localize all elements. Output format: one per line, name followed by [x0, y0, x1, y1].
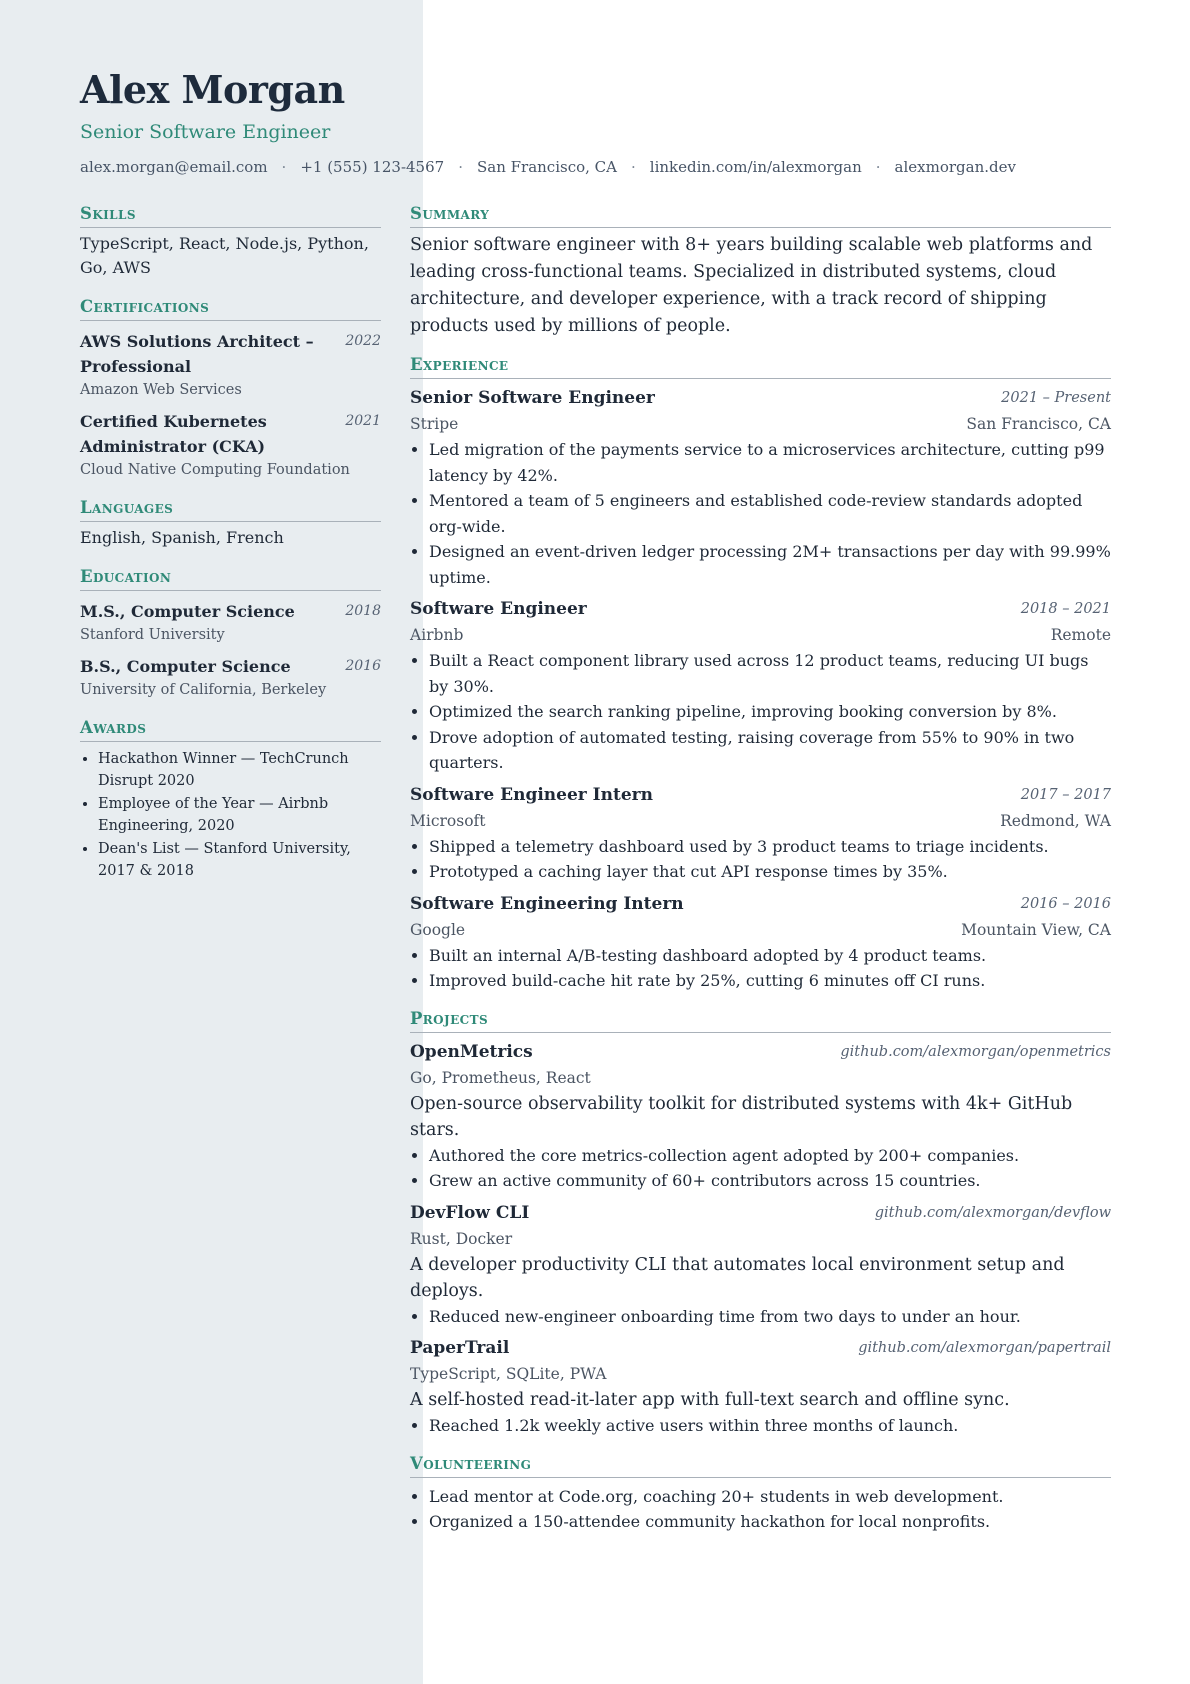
job-bullet: • Led migration of the payments service to a microservices architecture, cutting p99 latency by 42%. — [429, 437, 1111, 488]
education-school: Stanford University — [80, 627, 225, 643]
job-title: Software Engineering Intern — [410, 893, 684, 914]
job-title: Software Engineer Intern — [410, 784, 653, 805]
job-company: Airbnb — [410, 626, 464, 644]
sidebar-column — [80, 203, 381, 898]
job-title: Software Engineer — [410, 599, 587, 619]
section-title-summary: Summary — [410, 203, 1111, 228]
education-year: 2018 — [345, 603, 381, 619]
education-year: 2016 — [345, 658, 381, 674]
job-bullets — [410, 437, 1111, 590]
contact-separator: · — [458, 158, 463, 176]
project-bullets — [410, 1143, 1111, 1194]
job-entry — [410, 385, 1111, 590]
project-url[interactable]: github.com/alexmorgan/papertrail — [858, 1340, 1111, 1356]
project-entry — [410, 1039, 1111, 1194]
experience-section — [410, 354, 1111, 994]
project-url[interactable]: github.com/alexmorgan/devflow — [874, 1204, 1111, 1221]
languages-text: English, Spanish, French — [80, 528, 284, 547]
certification-year: 2021 — [345, 413, 381, 429]
languages-section — [80, 497, 381, 550]
certification-name: Certified Kubernetes Administrator (CKA) — [80, 412, 267, 456]
job-bullet: • Prototyped a caching layer that cut API response times by 35%. — [429, 859, 1111, 885]
job-dates: 2016 – 2016 — [1020, 895, 1111, 912]
certification-item — [80, 409, 381, 481]
job-bullet: • Built a React component library used across 12 product teams, reducing UI bugs by 30%. — [429, 648, 1111, 699]
education-degree: B.S., Computer Science — [80, 657, 291, 676]
job-location: Remote — [1050, 626, 1111, 644]
section-title-experience: Experience — [410, 354, 1111, 379]
project-stack: Rust, Docker — [410, 1229, 513, 1248]
section-title-volunteering: Volunteering — [410, 1453, 1111, 1478]
project-description: Open-source observability toolkit for distributed systems with 4k+ GitHub stars. — [410, 1093, 1073, 1140]
section-title-skills: Skills — [80, 203, 381, 228]
volunteering-item: • Organized a 150-attendee community hackathon for local nonprofits. — [429, 1509, 1111, 1535]
section-title-projects: Projects — [410, 1008, 1111, 1033]
resume-header — [80, 66, 1110, 177]
job-entry — [410, 782, 1111, 885]
award-item: • Dean's List — Stanford University, 2017 & 2018 — [98, 838, 381, 882]
contact-location: San Francisco, CA — [476, 158, 617, 176]
education-degree: M.S., Computer Science — [80, 602, 295, 621]
education-section — [80, 566, 381, 701]
education-item — [80, 654, 381, 701]
award-item: • Employee of the Year — Airbnb Engineering, 2020 — [98, 793, 381, 837]
candidate-name: Alex Morgan — [80, 67, 345, 112]
contact-separator: · — [875, 158, 881, 176]
project-description: A self-hosted read-it-later app with full-text search and offline sync. — [410, 1390, 1010, 1410]
volunteering-list — [410, 1484, 1111, 1535]
job-company: Google — [410, 920, 466, 939]
project-stack: TypeScript, SQLite, PWA — [410, 1365, 607, 1383]
certification-issuer: Cloud Native Computing Foundation — [80, 462, 350, 478]
project-bullets — [410, 1304, 1111, 1330]
volunteering-section — [410, 1453, 1111, 1535]
projects-section — [410, 1008, 1111, 1439]
project-url[interactable]: github.com/alexmorgan/openmetrics — [840, 1043, 1111, 1060]
contact-line — [80, 157, 1110, 177]
job-dates: 2018 – 2021 — [1020, 601, 1111, 617]
project-bullets — [410, 1413, 1111, 1439]
job-bullet: • Mentored a team of 5 engineers and established code-review standards adopted org-wide. — [429, 488, 1111, 539]
education-item — [80, 599, 381, 646]
certification-year: 2022 — [345, 333, 381, 349]
job-location: Mountain View, CA — [961, 920, 1111, 939]
certifications-section — [80, 296, 381, 481]
project-bullet: • Grew an active community of 60+ contributors across 15 countries. — [429, 1168, 1111, 1194]
section-title-certifications: Certifications — [80, 296, 381, 321]
awards-list — [80, 748, 381, 882]
job-title: Senior Software Engineer — [410, 388, 655, 408]
project-bullet: • Reduced new-engineer onboarding time from two days to under an hour. — [429, 1304, 1111, 1330]
contact-separator: · — [281, 158, 287, 176]
project-name: PaperTrail — [410, 1338, 510, 1358]
job-bullet: • Shipped a telemetry dashboard used by 3 product teams to triage incidents. — [429, 834, 1111, 860]
main-column — [410, 203, 1111, 1535]
project-bullet: • Authored the core metrics-collection agent adopted by 200+ companies. — [429, 1143, 1111, 1169]
project-entry — [410, 1200, 1111, 1330]
job-dates: 2017 – 2017 — [1020, 786, 1111, 803]
contact-linkedin[interactable]: linkedin.com/in/alexmorgan — [649, 158, 862, 176]
awards-section — [80, 717, 381, 882]
job-bullets — [410, 943, 1111, 994]
certification-issuer: Amazon Web Services — [80, 382, 242, 398]
contact-website[interactable]: alexmorgan.dev — [894, 158, 1016, 176]
section-title-languages: Languages — [80, 497, 381, 522]
job-bullets — [410, 834, 1111, 885]
certification-name: AWS Solutions Architect – Professional — [80, 332, 314, 376]
project-name: OpenMetrics — [410, 1041, 533, 1062]
contact-phone[interactable]: +1 (555) 123-4567 — [300, 158, 445, 176]
project-description: A developer productivity CLI that automates local environment setup and deploys. — [410, 1254, 1065, 1301]
job-dates: 2021 – Present — [1001, 390, 1111, 406]
job-bullet: • Optimized the search ranking pipeline, improving booking conversion by 8%. — [429, 699, 1111, 725]
job-bullet: • Designed an event-driven ledger processing 2M+ transactions per day with 99.99% uptime. — [429, 539, 1111, 590]
job-bullet: • Drove adoption of automated testing, raising coverage from 55% to 90% in two quarters. — [429, 725, 1111, 776]
candidate-role: Senior Software Engineer — [80, 121, 331, 143]
skills-text: TypeScript, React, Node.js, Python, Go, AWS — [80, 234, 369, 277]
project-name: DevFlow CLI — [410, 1202, 530, 1223]
skills-section — [80, 203, 381, 280]
volunteering-item: • Lead mentor at Code.org, coaching 20+ students in web development. — [429, 1484, 1111, 1510]
summary-text: Senior software engineer with 8+ years building scalable web platforms and leading cross-functional teams. Specialized in distributed systems, cloud architecture, and developer experience, with a track record of shipping products used by millions of people. — [410, 235, 1093, 336]
project-bullet: • Reached 1.2k weekly active users within three months of launch. — [429, 1413, 1111, 1439]
job-bullet: • Improved build-cache hit rate by 25%, cutting 6 minutes off CI runs. — [429, 968, 1111, 994]
job-bullet: • Built an internal A/B-testing dashboard adopted by 4 product teams. — [429, 943, 1111, 969]
job-location: Redmond, WA — [1000, 811, 1111, 830]
section-title-education: Education — [80, 566, 381, 591]
certification-item — [80, 329, 381, 401]
section-title-awards: Awards — [80, 717, 381, 742]
contact-email[interactable]: alex.morgan@email.com — [80, 158, 268, 176]
job-bullets — [410, 648, 1111, 776]
job-entry — [410, 596, 1111, 776]
summary-section — [410, 203, 1111, 340]
job-location: San Francisco, CA — [966, 415, 1111, 433]
job-company: Stripe — [410, 415, 459, 433]
project-stack: Go, Prometheus, React — [410, 1068, 591, 1087]
job-entry — [410, 891, 1111, 994]
contact-separator: · — [630, 158, 636, 176]
award-item: • Hackathon Winner — TechCrunch Disrupt 2020 — [98, 748, 381, 792]
job-company: Microsoft — [410, 811, 486, 830]
project-entry — [410, 1335, 1111, 1439]
education-school: University of California, Berkeley — [80, 682, 327, 698]
